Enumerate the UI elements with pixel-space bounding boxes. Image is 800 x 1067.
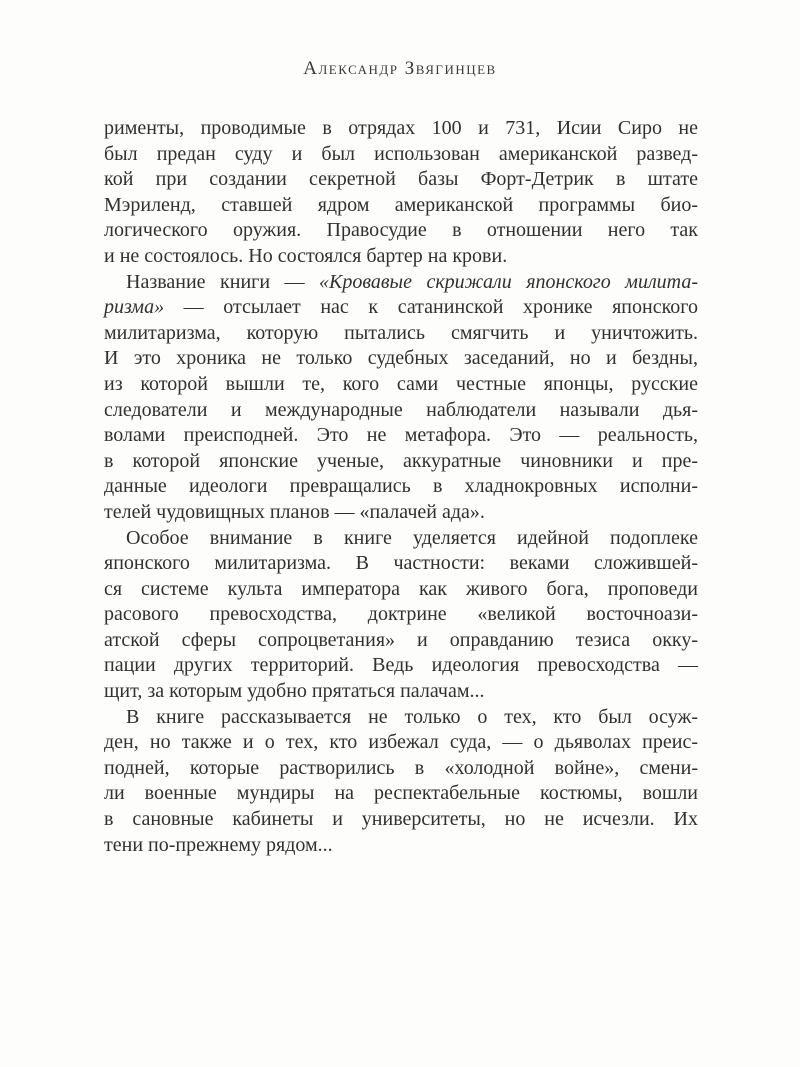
text-line (104, 270, 698, 296)
text-line (104, 474, 698, 500)
text-line (104, 398, 698, 424)
text-segment: ся системе культа императора как живого бога, проповеди (104, 577, 698, 600)
text-segment: ден, но также и о тех, кто избежал суда, — о дьяволах преис- (104, 731, 698, 754)
text-line (104, 628, 698, 654)
text-segment: в сановные кабинеты и университеты, но не исчезли. Их (104, 808, 698, 831)
text-segment: следователи и международные наблюдатели называли дья- (104, 398, 698, 421)
text-segment: расового превосходства, доктрине «великой восточноази- (104, 603, 698, 626)
paragraph (104, 116, 698, 270)
text-segment: И это хроника не только судебных заседаний, но и бездны, (104, 347, 698, 370)
text-segment: атской сферы сопроцветания» и оправданию тезиса окку- (104, 628, 698, 651)
text-segment: и не состоялось. Но состоялся бартер на крови. (104, 244, 508, 267)
text-line (104, 218, 698, 244)
text-segment: волами преисподней. Это не метафора. Это — реальность, (104, 424, 698, 447)
text-line (104, 193, 698, 219)
text-segment: тени по-прежнему рядом... (104, 833, 333, 856)
text-line (104, 602, 698, 628)
text-segment: данные идеологи превращались в хладнокровных исполни- (104, 475, 698, 498)
paragraph (104, 270, 698, 526)
text-line (104, 500, 698, 526)
text-segment: В книге рассказывается не только о тех, кто был осуж- (126, 705, 698, 728)
text-segment: Название книги — (126, 270, 320, 293)
text-line (104, 167, 698, 193)
text-line (104, 679, 698, 705)
text-segment: милитаризма, которую пытались смягчить и уничтожить. (104, 321, 698, 344)
paragraph (104, 526, 698, 705)
text-line (104, 653, 698, 679)
text-line (104, 833, 698, 859)
text-line (104, 551, 698, 577)
text-line (104, 321, 698, 347)
text-line (104, 807, 698, 833)
text-segment: логического оружия. Правосудие в отношении него так (104, 219, 698, 242)
text-segment: из которой вышли те, кого сами честные японцы, русские (104, 372, 698, 395)
text-segment: подней, которые растворились в «холодной войне», смени- (104, 756, 698, 779)
text-line (104, 756, 698, 782)
body-text (104, 116, 698, 858)
text-segment: пации других территорий. Ведь идеология превосходства — (104, 654, 698, 677)
text-segment: японского милитаризма. В частности: веками сложившей- (104, 552, 698, 575)
text-segment: щит, за которым удобно прятаться палачам... (104, 680, 485, 703)
text-segment: был предан суду и был использован американской развед- (104, 142, 698, 165)
book-title-italic-segment: «Кровавые скрижали японского милита- (319, 270, 699, 293)
text-line (104, 526, 698, 552)
paragraph (104, 705, 698, 859)
book-title-italic-segment: ризма» (104, 296, 165, 319)
text-segment: рименты, проводимые в отрядах 100 и 731, Исии Сиро не (104, 117, 698, 139)
running-header-author: Александр Звягинцев (303, 58, 497, 79)
text-line (104, 449, 698, 475)
text-line (104, 142, 698, 168)
text-line (104, 705, 698, 731)
text-line (104, 244, 698, 270)
text-segment: в которой японские ученые, аккуратные чиновники и пре- (104, 449, 698, 472)
text-line (104, 730, 698, 756)
text-line (104, 346, 698, 372)
text-segment: Мэриленд, ставшей ядром американской программы био- (104, 193, 698, 216)
text-line (104, 116, 698, 142)
text-segment: ли военные мундиры на респектабельные костюмы, вошли (104, 782, 698, 805)
text-line (104, 295, 698, 321)
text-segment: Особое внимание в книге уделяется идейной подоплеке (126, 526, 698, 549)
text-segment: кой при создании секретной базы Форт-Детрик в штате (104, 168, 698, 191)
text-line (104, 423, 698, 449)
text-line (104, 577, 698, 603)
text-segment: телей чудовищных планов — «палачей ада». (104, 500, 485, 523)
text-line (104, 781, 698, 807)
text-segment: — отсылает нас к сатанинской хронике японского (164, 296, 698, 319)
text-line (104, 372, 698, 398)
